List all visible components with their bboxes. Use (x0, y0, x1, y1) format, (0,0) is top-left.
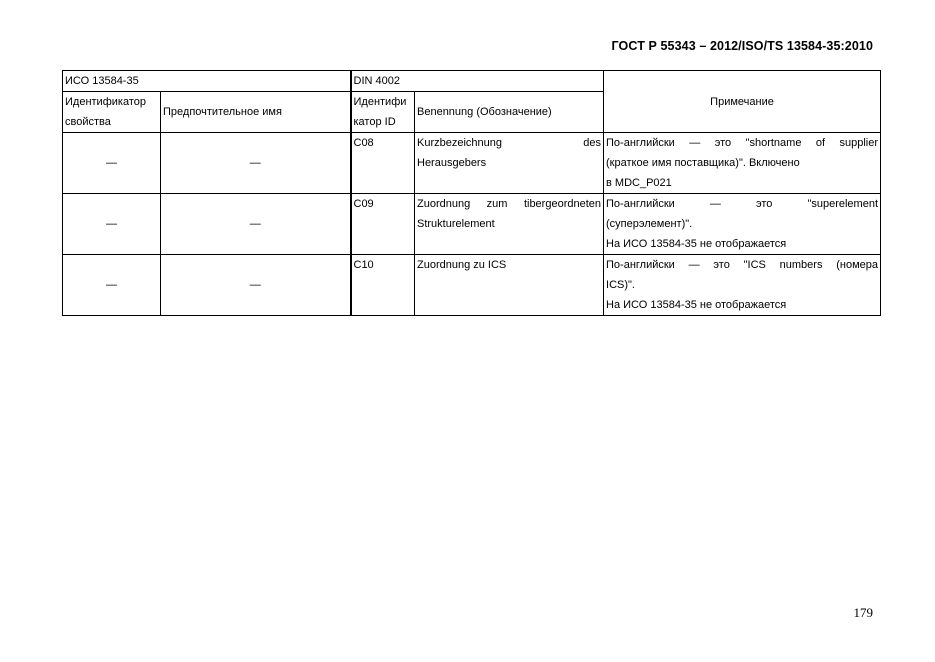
note-line: По-английски — это "superelement (606, 198, 879, 210)
din-id-header-line1: Идентифи (353, 96, 407, 108)
din-name-word: Kurzbezeichnung (417, 137, 503, 149)
note-line: в MDC_P021 (606, 177, 672, 189)
note-line: По-английски — это "ICS numbers (номера (606, 259, 879, 271)
din-name-line1: Zuordnung zum tibergeordneten (417, 198, 602, 210)
table-row (63, 133, 881, 194)
note-line: (суперэлемент)". (606, 218, 693, 230)
din-name-line2: Herausgebers (417, 157, 487, 169)
iso-name-cell: — (161, 194, 351, 255)
table-row (63, 194, 881, 255)
page-number: 179 (853, 605, 873, 620)
din-id-cell: C08 (351, 133, 415, 194)
din-id-header-line2: катор ID (353, 116, 396, 128)
note-line: На ИСО 13584-35 не отображается (606, 299, 787, 311)
document-header: ГОСТ Р 55343 – 2012/ISO/TS 13584-35:2010 (611, 39, 873, 53)
din-id-cell: C09 (351, 194, 415, 255)
note-column-header: Примечание (604, 71, 881, 133)
iso-group-header: ИСО 13584-35 (63, 71, 351, 92)
table-row (63, 255, 881, 316)
iso-id-header-line1: Идентификатор (65, 96, 146, 108)
note-line: (краткое имя поставщика)". Включено (606, 157, 800, 169)
iso-id-cell: — (63, 194, 161, 255)
din-name-cell (415, 194, 604, 255)
din-name-cell (415, 133, 604, 194)
note-line: По-английски — это "shortname of supplier (606, 137, 879, 149)
iso-name-cell: — (161, 133, 351, 194)
din-name-cell (415, 255, 604, 316)
property-mapping-table (62, 70, 881, 316)
din-id-header (351, 92, 415, 133)
iso-name-cell: — (161, 255, 351, 316)
note-line: ICS)". (606, 279, 635, 291)
din-name-line1 (417, 133, 601, 153)
iso-name-header: Предпочтительное имя (161, 92, 351, 133)
iso-id-cell: — (63, 255, 161, 316)
din-group-header: DIN 4002 (351, 71, 604, 92)
iso-id-header-line2: свойства (65, 116, 111, 128)
note-cell (604, 133, 881, 194)
note-cell (604, 255, 881, 316)
group-header-row (63, 71, 881, 92)
din-name-line1: Zuordnung zu ICS (417, 259, 507, 271)
note-line: На ИСО 13584-35 не отображается (606, 238, 787, 250)
iso-id-header (63, 92, 161, 133)
din-name-word: des (583, 137, 602, 149)
din-name-header: Benennung (Обозначение) (415, 92, 604, 133)
note-cell (604, 194, 881, 255)
iso-id-cell: — (63, 133, 161, 194)
din-name-line2: Strukturelement (417, 218, 495, 230)
din-id-cell: C10 (351, 255, 415, 316)
